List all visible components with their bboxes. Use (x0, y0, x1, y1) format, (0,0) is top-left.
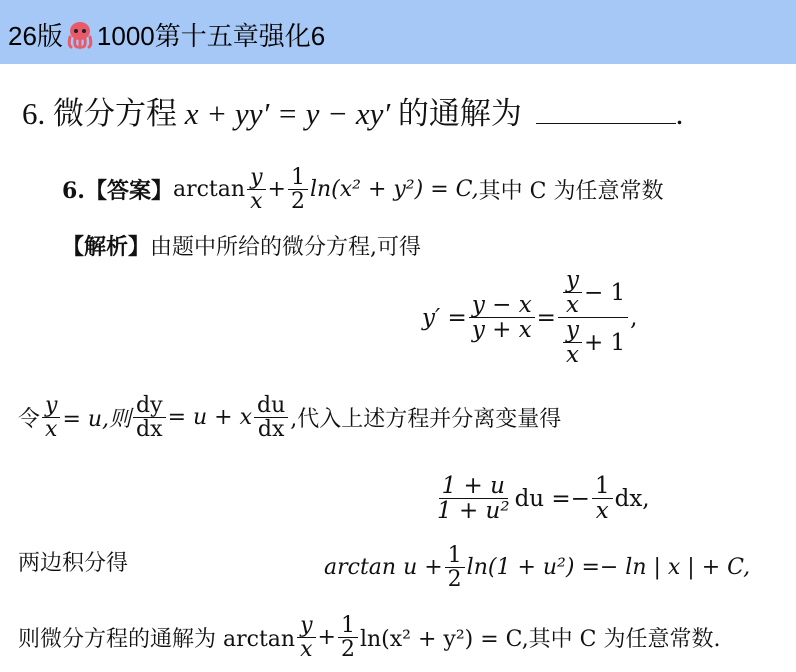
question-stem: 微分方程 (53, 96, 177, 131)
integration-label: 两边积分得 (18, 551, 129, 576)
eq1-fraction-1: $\frac{y - x}{y + x}$ (469, 293, 535, 342)
title-suffix: 1000第十五章强化6 (96, 21, 326, 51)
answer-blank (536, 97, 676, 124)
final-line: 则微分方程的通解为 arctan $\frac{y}{x}$ + $\frac{1}{2}$ ln(x² + y²) = C,其中 C 为任意常数. (18, 613, 721, 663)
title-bar (0, 0, 796, 64)
answer-ln-expr: ln(x² + y²) = C, (309, 177, 479, 203)
answer-label: 6.【答案】 (62, 178, 173, 205)
analysis-intro (62, 230, 421, 261)
answer-arctan: arctan (172, 177, 246, 203)
substitution-line: 令 $\frac{y}{x}$ = u,则 $\frac{dy}{dx}$ = u + x $\frac{du}{dx}$ ,代入上述方程并分离变量得 (18, 393, 562, 443)
title-prefix: 26版 (8, 21, 63, 51)
question-number: 6. (22, 96, 46, 131)
analysis-intro-text: 由题中所给的微分方程,可得 (150, 235, 422, 260)
question-period: . (675, 96, 684, 131)
octopus-icon (65, 21, 95, 49)
question-tail: 的通解为 (397, 96, 522, 131)
answer-note: 其中 C 为任意常数 (478, 179, 664, 205)
integration-equation: arctan u + $\frac{1}{2}$ ln(1 + u²) =− ln | x | + C, (324, 543, 751, 593)
answer-line: 6.【答案】 arctan $\frac{y}{x}$ + $\frac{1}{2}$ ln(x² + y²) = C, 其中 C 为任意常数 (62, 165, 664, 215)
equation-1: y′ = $\frac{y - x}{y + x}$ = $\frac{y}{x}$ − 1 $\frac{y}{x}$ + 1 , (422, 267, 638, 369)
analysis-label: 【解析】 (62, 234, 151, 260)
separated-equation: $\frac{1 + u}{\text{1 + u²}}$ du =− $\frac{1}{x}$ dx, (437, 473, 650, 525)
question-equation: x + yy′ = y − xy′ (184, 96, 391, 131)
page-title (8, 16, 325, 53)
eq1-fraction-2: $\frac{y}{x}$ − 1 $\frac{y}{x}$ + 1 (558, 268, 628, 368)
answer-frac-half: $\frac{1}{2}$ (288, 166, 308, 213)
question-line (22, 88, 683, 133)
answer-frac-yx: $\frac{y}{x}$ (247, 166, 265, 213)
